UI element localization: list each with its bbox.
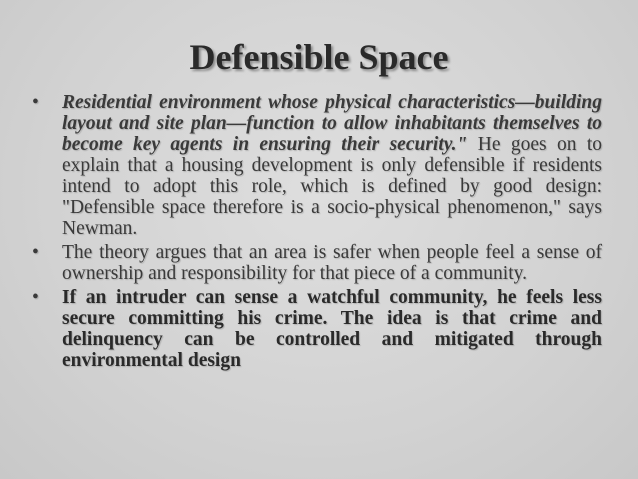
bullet-1-text: He goes on to explain that a housing development is only defensible if residents intend to adopt this role, which is defined by good design: "Defensible space therefore is a socio-physical phenomenon," says Newman.: [62, 134, 602, 239]
bullet-1-emphasis: Residential environment whose physical characteristics—building layout and site plan—function to allow inhabitants themselves to become key agents in ensuring their security.": [62, 92, 602, 155]
bullet-item-2: [32, 242, 602, 284]
bullet-marker-1: •: [32, 92, 39, 113]
bullet-2-text: The theory argues that an area is safer when people feel a sense of ownership and responsibility for that piece of a community.: [62, 242, 602, 284]
bullet-marker-3: •: [32, 287, 39, 308]
slide-title: Defensible Space: [189, 37, 449, 77]
bullet-3-text: If an intruder can sense a watchful community, he feels less secure committing his crime. The idea is that crime and delinquency can be controlled and mitigated through environmental design: [62, 287, 602, 371]
bullet-item-1: [32, 92, 602, 239]
bullet-marker-2: •: [32, 242, 39, 263]
bullet-item-3: [32, 287, 602, 371]
bullet-list: [32, 92, 602, 374]
